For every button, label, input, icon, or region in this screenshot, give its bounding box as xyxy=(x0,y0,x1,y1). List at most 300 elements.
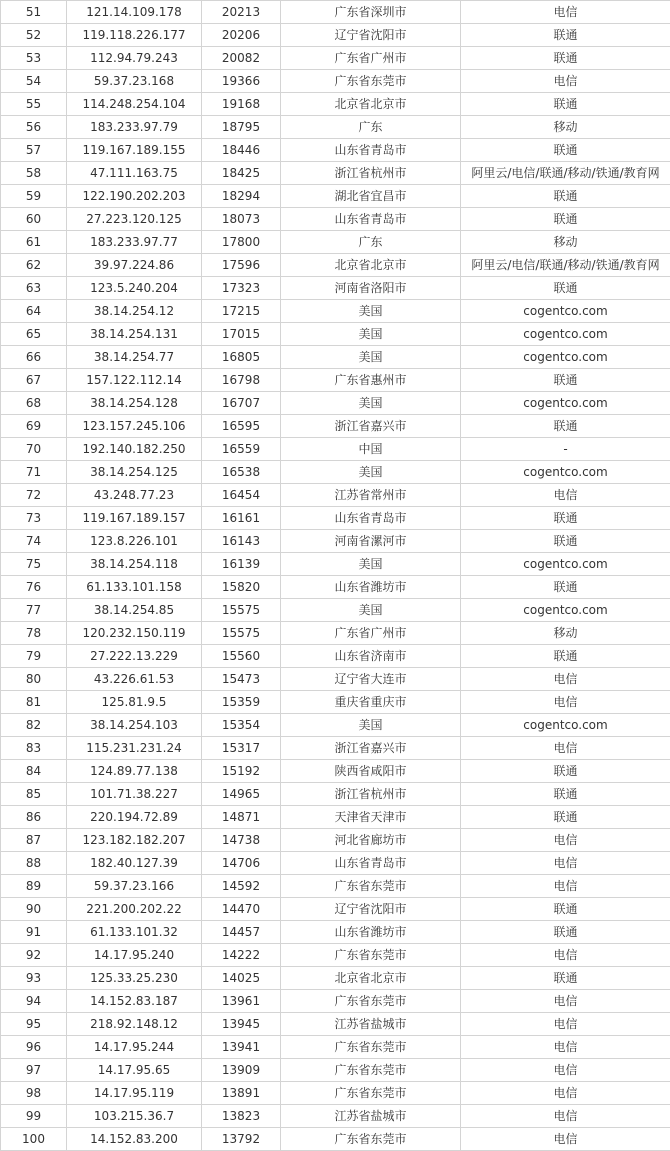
table-row xyxy=(1,806,670,829)
ip-address-cell: 14.17.95.240 xyxy=(67,944,202,967)
rank-cell: 78 xyxy=(1,622,67,645)
table-row xyxy=(1,1013,670,1036)
ip-address-cell: 120.232.150.119 xyxy=(67,622,202,645)
table-row xyxy=(1,70,670,93)
table-row xyxy=(1,1082,670,1105)
isp-cell: 联通 xyxy=(461,369,670,392)
isp-cell: cogentco.com xyxy=(461,346,670,369)
request-count-cell: 18073 xyxy=(202,208,281,231)
region-cell: 广东省东莞市 xyxy=(281,875,461,898)
rank-cell: 98 xyxy=(1,1082,67,1105)
region-cell: 江苏省盐城市 xyxy=(281,1013,461,1036)
request-count-cell: 20082 xyxy=(202,47,281,70)
region-cell: 辽宁省沈阳市 xyxy=(281,24,461,47)
isp-cell: 阿里云/电信/联通/移动/铁通/教育网 xyxy=(461,254,670,277)
isp-cell: cogentco.com xyxy=(461,714,670,737)
request-count-cell: 18425 xyxy=(202,162,281,185)
request-count-cell: 14965 xyxy=(202,783,281,806)
region-cell: 北京省北京市 xyxy=(281,967,461,990)
region-cell: 广东省东莞市 xyxy=(281,990,461,1013)
rank-cell: 77 xyxy=(1,599,67,622)
region-cell: 天津省天津市 xyxy=(281,806,461,829)
isp-cell: 电信 xyxy=(461,829,670,852)
region-cell: 广东省东莞市 xyxy=(281,944,461,967)
ip-address-cell: 14.17.95.244 xyxy=(67,1036,202,1059)
request-count-cell: 17215 xyxy=(202,300,281,323)
request-count-cell: 16161 xyxy=(202,507,281,530)
request-count-cell: 20206 xyxy=(202,24,281,47)
isp-cell: 电信 xyxy=(461,668,670,691)
ip-address-cell: 27.223.120.125 xyxy=(67,208,202,231)
rank-cell: 74 xyxy=(1,530,67,553)
rank-cell: 89 xyxy=(1,875,67,898)
isp-cell: 联通 xyxy=(461,208,670,231)
region-cell: 辽宁省沈阳市 xyxy=(281,898,461,921)
table-row xyxy=(1,1036,670,1059)
isp-cell: 联通 xyxy=(461,967,670,990)
isp-cell: 联通 xyxy=(461,921,670,944)
request-count-cell: 16538 xyxy=(202,461,281,484)
rank-cell: 58 xyxy=(1,162,67,185)
isp-cell: 电信 xyxy=(461,1128,670,1151)
region-cell: 美国 xyxy=(281,599,461,622)
table-row xyxy=(1,691,670,714)
rank-cell: 100 xyxy=(1,1128,67,1151)
rank-cell: 63 xyxy=(1,277,67,300)
request-count-cell: 13792 xyxy=(202,1128,281,1151)
rank-cell: 64 xyxy=(1,300,67,323)
region-cell: 河南省漯河市 xyxy=(281,530,461,553)
ip-address-cell: 123.5.240.204 xyxy=(67,277,202,300)
isp-cell: 电信 xyxy=(461,852,670,875)
ip-address-cell: 101.71.38.227 xyxy=(67,783,202,806)
ip-address-cell: 119.167.189.157 xyxy=(67,507,202,530)
ip-address-cell: 59.37.23.168 xyxy=(67,70,202,93)
region-cell: 广东 xyxy=(281,231,461,254)
request-count-cell: 17800 xyxy=(202,231,281,254)
isp-cell: 电信 xyxy=(461,990,670,1013)
rank-cell: 73 xyxy=(1,507,67,530)
region-cell: 江苏省盐城市 xyxy=(281,1105,461,1128)
region-cell: 美国 xyxy=(281,323,461,346)
isp-cell: - xyxy=(461,438,670,461)
table-row xyxy=(1,438,670,461)
isp-cell: 移动 xyxy=(461,231,670,254)
table-row xyxy=(1,760,670,783)
isp-cell: cogentco.com xyxy=(461,461,670,484)
table-row xyxy=(1,599,670,622)
request-count-cell: 15820 xyxy=(202,576,281,599)
request-count-cell: 15354 xyxy=(202,714,281,737)
request-count-cell: 16798 xyxy=(202,369,281,392)
isp-cell: 联通 xyxy=(461,24,670,47)
ip-address-cell: 38.14.254.125 xyxy=(67,461,202,484)
table-row xyxy=(1,1128,670,1151)
region-cell: 辽宁省大连市 xyxy=(281,668,461,691)
region-cell: 重庆省重庆市 xyxy=(281,691,461,714)
table-row xyxy=(1,1,670,24)
table-row xyxy=(1,484,670,507)
isp-cell: 电信 xyxy=(461,737,670,760)
isp-cell: 电信 xyxy=(461,875,670,898)
isp-cell: 联通 xyxy=(461,507,670,530)
request-count-cell: 13891 xyxy=(202,1082,281,1105)
table-row xyxy=(1,737,670,760)
table-row xyxy=(1,254,670,277)
region-cell: 美国 xyxy=(281,714,461,737)
ip-address-cell: 115.231.231.24 xyxy=(67,737,202,760)
isp-cell: 电信 xyxy=(461,1,670,24)
region-cell: 广东省广州市 xyxy=(281,47,461,70)
request-count-cell: 14457 xyxy=(202,921,281,944)
ip-address-cell: 121.14.109.178 xyxy=(67,1,202,24)
rank-cell: 90 xyxy=(1,898,67,921)
request-count-cell: 14871 xyxy=(202,806,281,829)
table-row xyxy=(1,967,670,990)
rank-cell: 75 xyxy=(1,553,67,576)
isp-cell: 联通 xyxy=(461,139,670,162)
ip-address-cell: 125.33.25.230 xyxy=(67,967,202,990)
isp-cell: 电信 xyxy=(461,944,670,967)
ip-address-cell: 14.152.83.200 xyxy=(67,1128,202,1151)
isp-cell: 联通 xyxy=(461,185,670,208)
region-cell: 山东省青岛市 xyxy=(281,208,461,231)
ip-address-cell: 103.215.36.7 xyxy=(67,1105,202,1128)
isp-cell: cogentco.com xyxy=(461,553,670,576)
table-row xyxy=(1,645,670,668)
table-row xyxy=(1,829,670,852)
request-count-cell: 13945 xyxy=(202,1013,281,1036)
rank-cell: 56 xyxy=(1,116,67,139)
table-row xyxy=(1,875,670,898)
rank-cell: 68 xyxy=(1,392,67,415)
ip-address-cell: 119.167.189.155 xyxy=(67,139,202,162)
request-count-cell: 15560 xyxy=(202,645,281,668)
table-row xyxy=(1,369,670,392)
region-cell: 浙江省嘉兴市 xyxy=(281,737,461,760)
isp-cell: 电信 xyxy=(461,1059,670,1082)
isp-cell: 电信 xyxy=(461,484,670,507)
region-cell: 山东省潍坊市 xyxy=(281,921,461,944)
region-cell: 浙江省嘉兴市 xyxy=(281,415,461,438)
region-cell: 广东省东莞市 xyxy=(281,1036,461,1059)
table-row xyxy=(1,622,670,645)
request-count-cell: 13961 xyxy=(202,990,281,1013)
table-body xyxy=(1,1,670,1151)
isp-cell: 电信 xyxy=(461,1036,670,1059)
table-row xyxy=(1,461,670,484)
ip-address-cell: 38.14.254.12 xyxy=(67,300,202,323)
request-count-cell: 16805 xyxy=(202,346,281,369)
rank-cell: 54 xyxy=(1,70,67,93)
request-count-cell: 17596 xyxy=(202,254,281,277)
ip-address-cell: 114.248.254.104 xyxy=(67,93,202,116)
request-count-cell: 15192 xyxy=(202,760,281,783)
rank-cell: 57 xyxy=(1,139,67,162)
table-row xyxy=(1,162,670,185)
rank-cell: 93 xyxy=(1,967,67,990)
rank-cell: 86 xyxy=(1,806,67,829)
region-cell: 山东省青岛市 xyxy=(281,852,461,875)
request-count-cell: 16454 xyxy=(202,484,281,507)
rank-cell: 52 xyxy=(1,24,67,47)
rank-cell: 65 xyxy=(1,323,67,346)
isp-cell: 联通 xyxy=(461,415,670,438)
request-count-cell: 13823 xyxy=(202,1105,281,1128)
request-count-cell: 16139 xyxy=(202,553,281,576)
isp-cell: 联通 xyxy=(461,760,670,783)
request-count-cell: 19168 xyxy=(202,93,281,116)
table-row xyxy=(1,507,670,530)
table-row xyxy=(1,116,670,139)
region-cell: 广东 xyxy=(281,116,461,139)
isp-cell: 移动 xyxy=(461,116,670,139)
ip-address-cell: 218.92.148.12 xyxy=(67,1013,202,1036)
table-row xyxy=(1,323,670,346)
rank-cell: 94 xyxy=(1,990,67,1013)
rank-cell: 80 xyxy=(1,668,67,691)
ip-address-cell: 38.14.254.131 xyxy=(67,323,202,346)
table-row xyxy=(1,47,670,70)
region-cell: 广东省东莞市 xyxy=(281,1128,461,1151)
ip-address-cell: 14.152.83.187 xyxy=(67,990,202,1013)
table-row xyxy=(1,714,670,737)
ip-address-cell: 27.222.13.229 xyxy=(67,645,202,668)
rank-cell: 60 xyxy=(1,208,67,231)
ip-address-cell: 43.248.77.23 xyxy=(67,484,202,507)
rank-cell: 83 xyxy=(1,737,67,760)
isp-cell: 电信 xyxy=(461,691,670,714)
isp-cell: cogentco.com xyxy=(461,392,670,415)
ip-address-cell: 38.14.254.118 xyxy=(67,553,202,576)
isp-cell: cogentco.com xyxy=(461,300,670,323)
rank-cell: 81 xyxy=(1,691,67,714)
rank-cell: 51 xyxy=(1,1,67,24)
region-cell: 河南省洛阳市 xyxy=(281,277,461,300)
request-count-cell: 15473 xyxy=(202,668,281,691)
rank-cell: 71 xyxy=(1,461,67,484)
ip-address-cell: 182.40.127.39 xyxy=(67,852,202,875)
table-row xyxy=(1,898,670,921)
request-count-cell: 16143 xyxy=(202,530,281,553)
rank-cell: 92 xyxy=(1,944,67,967)
request-count-cell: 20213 xyxy=(202,1,281,24)
rank-cell: 66 xyxy=(1,346,67,369)
table-row xyxy=(1,783,670,806)
isp-cell: 联通 xyxy=(461,93,670,116)
rank-cell: 70 xyxy=(1,438,67,461)
table-row xyxy=(1,668,670,691)
rank-cell: 88 xyxy=(1,852,67,875)
table-row xyxy=(1,185,670,208)
ip-address-cell: 123.157.245.106 xyxy=(67,415,202,438)
request-count-cell: 14025 xyxy=(202,967,281,990)
request-count-cell: 14706 xyxy=(202,852,281,875)
request-count-cell: 13941 xyxy=(202,1036,281,1059)
rank-cell: 55 xyxy=(1,93,67,116)
rank-cell: 76 xyxy=(1,576,67,599)
request-count-cell: 15575 xyxy=(202,599,281,622)
region-cell: 美国 xyxy=(281,553,461,576)
request-count-cell: 17323 xyxy=(202,277,281,300)
ip-address-cell: 123.8.226.101 xyxy=(67,530,202,553)
region-cell: 山东省潍坊市 xyxy=(281,576,461,599)
ip-address-cell: 47.111.163.75 xyxy=(67,162,202,185)
isp-cell: 联通 xyxy=(461,47,670,70)
isp-cell: 联通 xyxy=(461,530,670,553)
rank-cell: 95 xyxy=(1,1013,67,1036)
region-cell: 浙江省杭州市 xyxy=(281,783,461,806)
rank-cell: 61 xyxy=(1,231,67,254)
request-count-cell: 16559 xyxy=(202,438,281,461)
ip-address-cell: 112.94.79.243 xyxy=(67,47,202,70)
ip-address-cell: 192.140.182.250 xyxy=(67,438,202,461)
request-count-cell: 13909 xyxy=(202,1059,281,1082)
isp-cell: cogentco.com xyxy=(461,599,670,622)
isp-cell: 阿里云/电信/联通/移动/铁通/教育网 xyxy=(461,162,670,185)
isp-cell: 联通 xyxy=(461,277,670,300)
ip-address-cell: 122.190.202.203 xyxy=(67,185,202,208)
table-row xyxy=(1,24,670,47)
region-cell: 广东省惠州市 xyxy=(281,369,461,392)
rank-cell: 87 xyxy=(1,829,67,852)
rank-cell: 82 xyxy=(1,714,67,737)
region-cell: 中国 xyxy=(281,438,461,461)
region-cell: 山东省青岛市 xyxy=(281,139,461,162)
isp-cell: 联通 xyxy=(461,806,670,829)
table-row xyxy=(1,346,670,369)
request-count-cell: 14470 xyxy=(202,898,281,921)
table-row xyxy=(1,415,670,438)
isp-cell: 移动 xyxy=(461,622,670,645)
rank-cell: 69 xyxy=(1,415,67,438)
ip-address-cell: 59.37.23.166 xyxy=(67,875,202,898)
rank-cell: 96 xyxy=(1,1036,67,1059)
isp-cell: 电信 xyxy=(461,70,670,93)
isp-cell: 联通 xyxy=(461,898,670,921)
rank-cell: 97 xyxy=(1,1059,67,1082)
isp-cell: 联通 xyxy=(461,576,670,599)
table-row xyxy=(1,530,670,553)
ip-address-cell: 183.233.97.79 xyxy=(67,116,202,139)
ip-address-cell: 38.14.254.103 xyxy=(67,714,202,737)
region-cell: 广东省深圳市 xyxy=(281,1,461,24)
table-row xyxy=(1,990,670,1013)
rank-cell: 72 xyxy=(1,484,67,507)
isp-cell: cogentco.com xyxy=(461,323,670,346)
table-row xyxy=(1,93,670,116)
table-row xyxy=(1,392,670,415)
table-row xyxy=(1,231,670,254)
region-cell: 浙江省杭州市 xyxy=(281,162,461,185)
ip-address-cell: 221.200.202.22 xyxy=(67,898,202,921)
ip-address-cell: 125.81.9.5 xyxy=(67,691,202,714)
ip-address-cell: 123.182.182.207 xyxy=(67,829,202,852)
request-count-cell: 14222 xyxy=(202,944,281,967)
rank-cell: 59 xyxy=(1,185,67,208)
table-row xyxy=(1,1059,670,1082)
ip-address-cell: 43.226.61.53 xyxy=(67,668,202,691)
table-row xyxy=(1,553,670,576)
rank-cell: 62 xyxy=(1,254,67,277)
region-cell: 广东省东莞市 xyxy=(281,1082,461,1105)
region-cell: 广东省广州市 xyxy=(281,622,461,645)
region-cell: 广东省东莞市 xyxy=(281,70,461,93)
region-cell: 江苏省常州市 xyxy=(281,484,461,507)
rank-cell: 79 xyxy=(1,645,67,668)
request-count-cell: 14738 xyxy=(202,829,281,852)
table-row xyxy=(1,944,670,967)
table-row xyxy=(1,139,670,162)
request-count-cell: 17015 xyxy=(202,323,281,346)
table-row xyxy=(1,277,670,300)
table-row xyxy=(1,208,670,231)
ip-address-cell: 157.122.112.14 xyxy=(67,369,202,392)
request-count-cell: 16595 xyxy=(202,415,281,438)
request-count-cell: 15359 xyxy=(202,691,281,714)
isp-cell: 联通 xyxy=(461,645,670,668)
request-count-cell: 16707 xyxy=(202,392,281,415)
rank-cell: 85 xyxy=(1,783,67,806)
region-cell: 广东省东莞市 xyxy=(281,1059,461,1082)
ip-address-cell: 61.133.101.158 xyxy=(67,576,202,599)
request-count-cell: 18294 xyxy=(202,185,281,208)
region-cell: 北京省北京市 xyxy=(281,254,461,277)
ip-address-cell: 38.14.254.85 xyxy=(67,599,202,622)
request-count-cell: 18795 xyxy=(202,116,281,139)
ip-address-cell: 183.233.97.77 xyxy=(67,231,202,254)
region-cell: 美国 xyxy=(281,461,461,484)
rank-cell: 67 xyxy=(1,369,67,392)
isp-cell: 联通 xyxy=(461,783,670,806)
region-cell: 北京省北京市 xyxy=(281,93,461,116)
rank-cell: 99 xyxy=(1,1105,67,1128)
region-cell: 山东省济南市 xyxy=(281,645,461,668)
ip-address-cell: 119.118.226.177 xyxy=(67,24,202,47)
request-count-cell: 19366 xyxy=(202,70,281,93)
table-row xyxy=(1,852,670,875)
isp-cell: 电信 xyxy=(461,1013,670,1036)
table-row xyxy=(1,300,670,323)
region-cell: 美国 xyxy=(281,300,461,323)
request-count-cell: 18446 xyxy=(202,139,281,162)
region-cell: 山东省青岛市 xyxy=(281,507,461,530)
ip-address-cell: 14.17.95.65 xyxy=(67,1059,202,1082)
rank-cell: 53 xyxy=(1,47,67,70)
ip-address-cell: 38.14.254.128 xyxy=(67,392,202,415)
rank-cell: 84 xyxy=(1,760,67,783)
ip-address-cell: 124.89.77.138 xyxy=(67,760,202,783)
region-cell: 美国 xyxy=(281,392,461,415)
region-cell: 河北省廊坊市 xyxy=(281,829,461,852)
table-row xyxy=(1,1105,670,1128)
region-cell: 湖北省宜昌市 xyxy=(281,185,461,208)
ip-address-cell: 220.194.72.89 xyxy=(67,806,202,829)
rank-cell: 91 xyxy=(1,921,67,944)
region-cell: 美国 xyxy=(281,346,461,369)
request-count-cell: 14592 xyxy=(202,875,281,898)
region-cell: 陕西省咸阳市 xyxy=(281,760,461,783)
ip-address-cell: 38.14.254.77 xyxy=(67,346,202,369)
isp-cell: 电信 xyxy=(461,1082,670,1105)
table-row xyxy=(1,576,670,599)
ip-address-cell: 39.97.224.86 xyxy=(67,254,202,277)
isp-cell: 电信 xyxy=(461,1105,670,1128)
table-row xyxy=(1,921,670,944)
request-count-cell: 15317 xyxy=(202,737,281,760)
request-count-cell: 15575 xyxy=(202,622,281,645)
ip-address-cell: 14.17.95.119 xyxy=(67,1082,202,1105)
